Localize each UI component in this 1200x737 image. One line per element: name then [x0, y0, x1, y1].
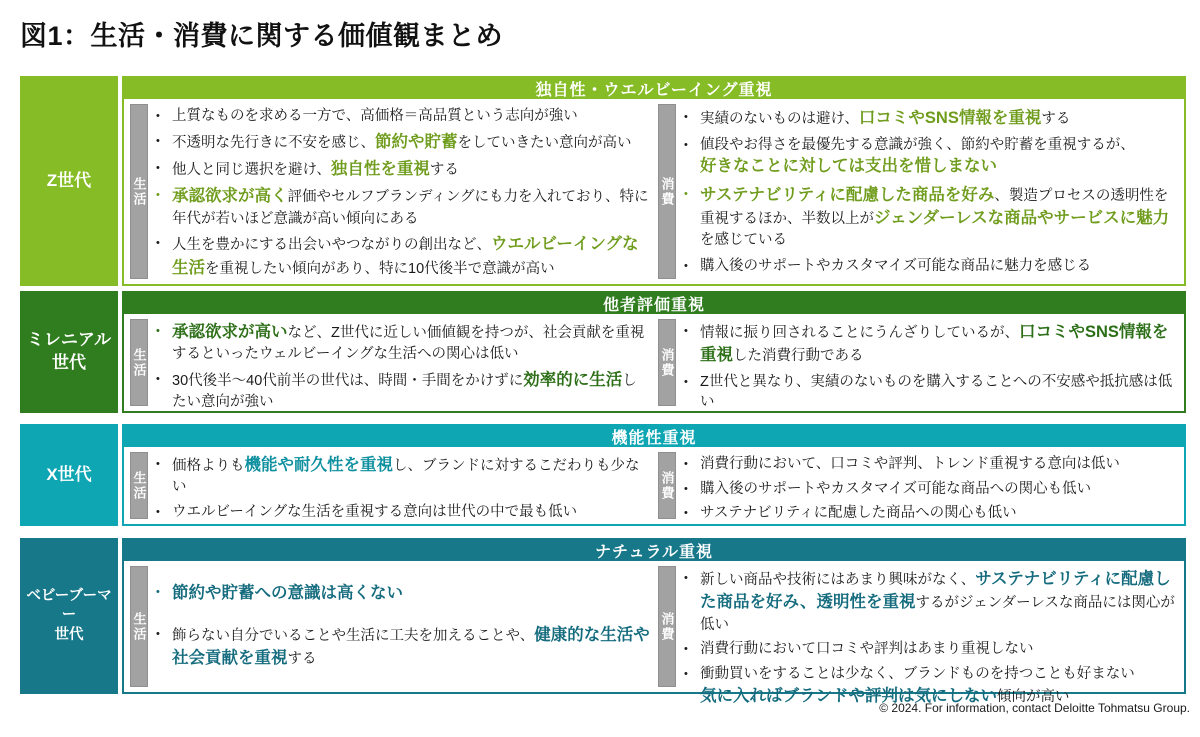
generation-label: ミレニアル 世代 [20, 291, 118, 413]
bullet-text: 価格よりも機能や耐久性を重視し、ブランドに対するこだわりも少ない [172, 456, 640, 496]
bullet-text: 実績のないものは避け、口コミやSNS情報を重視する [700, 108, 1071, 127]
bullet-marker: • [684, 668, 688, 680]
bullet-item [684, 133, 1178, 181]
bullet-text: 人生を豊かにする出会いやつながりの創出など、ウエルビーイングな生活を重視したい傾向があり、特に10代後半で意識が高い [172, 235, 639, 277]
consumption-column-label: 消費 [658, 104, 676, 279]
bullet-item [684, 254, 1178, 279]
bullet-marker: • [684, 325, 688, 337]
bullet-marker: • [156, 458, 160, 470]
bullet-marker: • [684, 375, 688, 388]
bullet-marker: • [684, 507, 688, 520]
bullet-item [156, 452, 650, 500]
row-body [124, 561, 1184, 705]
bullet-text: 不透明な先行きに不安を感じ、節約や貯蓄をしていきたい意向が高い [172, 132, 632, 151]
bullet-item [684, 182, 1178, 253]
bullet-marker: • [684, 259, 688, 272]
bullet-text: 上質なものを求める一方で、高価格＝高品質という志向が強い [172, 108, 578, 124]
generation-row-genz [20, 76, 1186, 286]
bullet-item [156, 319, 650, 367]
bullet-marker: • [156, 134, 160, 147]
generation-label: Z世代 [20, 76, 118, 286]
generation-label: X世代 [20, 424, 118, 526]
row-header-title: 他者評価重視 [124, 293, 1184, 314]
bullet-text: 30代後半～40代前半の世代は、時間・手間をかけずに効率的に生活したい意向が強い [172, 371, 637, 411]
bullet-marker: • [156, 325, 160, 337]
consumption-column-label: 消費 [658, 452, 676, 519]
consumption-bullet-list [684, 566, 1178, 705]
bullet-text: 購入後のサポートやカスタマイズ可能な商品に魅力を感じる [700, 257, 1092, 274]
row-content [122, 291, 1186, 413]
bullet-marker: • [684, 482, 688, 495]
consumption-bullet-list [684, 452, 1178, 522]
bullet-text: 情報に振り回されることにうんざりしているが、口コミやSNS情報を重視した消費行動である [700, 323, 1169, 365]
bullet-text: サステナビリティに配慮した商品への関心も低い [700, 505, 1017, 522]
row-content [122, 538, 1186, 705]
bullet-marker: • [684, 572, 688, 584]
row-body [124, 99, 1184, 284]
bullet-item [684, 637, 1178, 662]
consumption-bullet-list [684, 104, 1178, 279]
consumption-column-label: 消費 [658, 319, 676, 406]
bullet-marker: • [684, 458, 688, 470]
bullet-marker: • [156, 237, 160, 250]
bullet-item [156, 129, 650, 156]
bullet-item [156, 104, 650, 129]
bullet-marker: • [684, 138, 688, 151]
bullet-marker: • [156, 506, 160, 518]
life-column-label: 生活 [130, 452, 148, 519]
bullet-item [684, 105, 1178, 132]
bullet-text: 飾らない自分でいることや生活に工夫を加えることや、健康的な生活や社会貢献を重視する [172, 625, 650, 668]
row-content [122, 424, 1186, 526]
bullet-text: ウエルビーイングな生活を重視する意向は世代の中で最も低い [172, 504, 578, 520]
life-column-label: 生活 [130, 566, 148, 687]
bullet-text: サステナビリティに配慮した商品を好み、製造プロセスの透明性を重視するほか、半数以上がジェンダーレスな商品やサービスに魅力を感じている [700, 185, 1170, 249]
bullet-marker: • [156, 627, 160, 640]
consumption-column-label: 消費 [658, 566, 676, 687]
bullet-text: 承認欲求が高く評価やセルフブランディングにも力を入れており、特に年代が若いほど意識が高い傾向にある [172, 187, 649, 227]
bullet-item [156, 622, 650, 673]
bullet-item [156, 183, 650, 231]
bullet-text: 承認欲求が高いなど、Z世代に近しい価値観を持つが、社会貢献を重視するといったウェルビーイングな生活への関心は低い [172, 323, 645, 363]
bullet-text: 新しい商品や技術にはあまり興味がなく、サステナビリティに配慮した商品を好み、透明性を重視するがジェンダーレスな商品には関心が低い [700, 570, 1175, 633]
bullet-item [684, 477, 1178, 502]
life-bullet-list [156, 452, 650, 519]
bullet-item [684, 370, 1178, 415]
generation-row-millennial [20, 291, 1186, 413]
bullet-item [156, 367, 650, 415]
bullet-item [684, 319, 1178, 370]
bullet-marker: • [684, 643, 688, 656]
page-title: 図1：生活・消費に関する価値観まとめ [20, 21, 504, 51]
life-bullet-list [156, 319, 650, 411]
bullet-text: 購入後のサポートやカスタマイズ可能な商品への関心も低い [700, 480, 1092, 497]
bullet-item [684, 566, 1178, 637]
bullet-text: 他人と同じ選択を避け、独自性を重視する [172, 160, 459, 178]
bullet-text: 節約や貯蓄への意識は高くない [172, 584, 403, 603]
generation-label: ベビーブーマー 世代 [20, 538, 118, 694]
bullet-item [156, 156, 650, 183]
bullet-item [684, 501, 1178, 526]
copyright-footer: © 2024. For information, contact Deloitte Tohmatsu Group. [879, 701, 1190, 715]
bullet-marker: • [684, 187, 688, 200]
bullet-item [156, 231, 650, 282]
generation-row-babyboomer [20, 538, 1186, 705]
bullet-text: Z世代と異なり、実績のないものを購入することへの不安感や抵抗感は低い [700, 373, 1173, 411]
bullet-item [684, 452, 1178, 477]
life-column-label: 生活 [130, 319, 148, 406]
bullet-marker: • [684, 110, 688, 123]
life-bullet-list [156, 104, 650, 279]
row-header-title: 独自性・ウエルビーイング重視 [124, 78, 1184, 99]
bullet-text: 消費行動において、口コミや評判、トレンド重視する意向は低い [700, 456, 1120, 472]
bullet-marker: • [156, 162, 160, 174]
row-header-title: ナチュラル重視 [124, 540, 1184, 561]
row-body [124, 314, 1184, 411]
bullet-marker: • [156, 586, 160, 599]
bullet-text: 消費行動において口コミや評判はあまり重視しない [700, 641, 1034, 658]
bullet-text: 値段やお得さを最優先する意識が強く、節約や貯蓄を重視するが、 好きなことに対しては支出を惜しまない [700, 136, 1135, 176]
bullet-item [156, 580, 650, 607]
row-content [122, 76, 1186, 286]
bullet-marker: • [156, 189, 160, 202]
row-body [124, 447, 1184, 524]
life-column-label: 生活 [130, 104, 148, 279]
consumption-bullet-list [684, 319, 1178, 411]
bullet-marker: • [156, 110, 160, 122]
bullet-item [156, 500, 650, 525]
bullet-marker: • [156, 373, 160, 385]
row-header-title: 機能性重視 [124, 426, 1184, 447]
generation-row-genx [20, 424, 1186, 526]
bullet-text: 衝動買いをすることは少なく、ブランドものを持つことも好まない 気に入ればブランドや評判は気にしない傾向が高い [700, 666, 1135, 705]
life-bullet-list [156, 566, 650, 687]
